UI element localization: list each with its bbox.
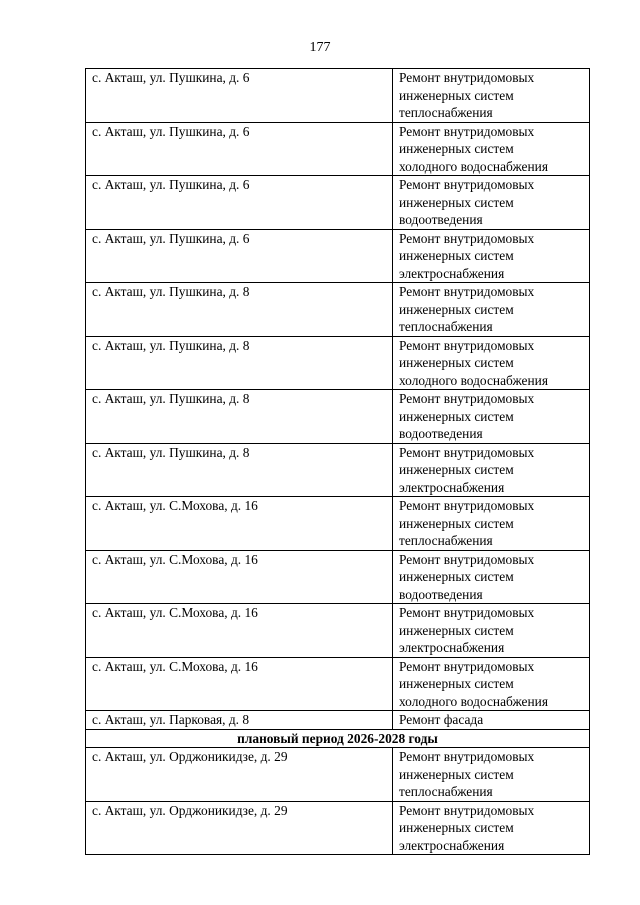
work-type-line: инженерных систем xyxy=(399,87,514,103)
work-type-line: Ремонт внутридомовых xyxy=(399,658,535,674)
work-type-line: инженерных систем xyxy=(399,622,514,638)
table-row xyxy=(86,229,590,283)
work-type-line: инженерных систем xyxy=(399,301,514,317)
work-type-line: электроснабжения xyxy=(399,479,505,495)
work-type-line: электроснабжения xyxy=(399,640,505,655)
work-type-line: инженерных систем xyxy=(399,515,514,531)
work-type-cell xyxy=(393,443,590,497)
table-row xyxy=(86,390,590,444)
work-type-line: Ремонт фасада xyxy=(399,712,484,727)
work-type-line: Ремонт внутридомовых xyxy=(399,444,535,460)
table-row xyxy=(86,176,590,230)
table-row xyxy=(86,550,590,604)
table-row xyxy=(86,69,590,123)
address-cell: с. Акташ, ул. С.Мохова, д. 16 xyxy=(86,497,393,551)
work-type-line: инженерных систем xyxy=(399,355,514,370)
work-type-line: инженерных систем xyxy=(399,141,514,156)
work-type-line: Ремонт внутридомовых xyxy=(399,284,535,299)
work-type-line: инженерных систем xyxy=(399,766,514,782)
table-row xyxy=(86,604,590,658)
address-cell: с. Акташ, ул. Пушкина, д. 6 xyxy=(86,229,393,283)
work-type-cell xyxy=(393,748,590,802)
table-row xyxy=(86,657,590,711)
table-row xyxy=(86,443,590,497)
work-type-cell xyxy=(393,336,590,390)
table-row xyxy=(86,748,590,802)
work-type-line: электроснабжения xyxy=(399,837,505,853)
work-type-line: теплоснабжения xyxy=(399,533,493,548)
work-type-line: инженерных систем xyxy=(399,820,514,835)
work-type-line: Ремонт внутридомовых xyxy=(399,391,535,406)
work-type-line: электроснабжения xyxy=(399,265,505,281)
work-type-line: теплоснабжения xyxy=(399,784,493,799)
work-type-cell xyxy=(393,283,590,337)
period-heading-row xyxy=(86,729,590,748)
work-type-line: инженерных систем xyxy=(399,569,514,584)
work-type-line: теплоснабжения xyxy=(399,105,493,120)
table-row xyxy=(86,801,590,855)
table-row xyxy=(86,711,590,730)
address-cell: с. Акташ, ул. Пушкина, д. 6 xyxy=(86,176,393,230)
work-type-line: холодного водоснабжения xyxy=(399,693,548,709)
work-type-line: водоотведения xyxy=(399,212,483,227)
work-type-line: Ремонт внутридомовых xyxy=(399,802,535,818)
work-type-line: инженерных систем xyxy=(399,676,514,691)
work-type-cell xyxy=(393,711,590,730)
work-type-line: Ремонт внутридомовых xyxy=(399,230,535,246)
address-cell: с. Акташ, ул. Орджоникидзе, д. 29 xyxy=(86,801,393,855)
work-type-cell xyxy=(393,497,590,551)
period-heading: плановый период 2026-2028 годы xyxy=(86,729,590,748)
work-type-line: Ремонт внутридомовых xyxy=(399,551,535,567)
work-type-cell xyxy=(393,176,590,230)
work-type-cell xyxy=(393,604,590,658)
work-type-line: холодного водоснабжения xyxy=(399,158,548,174)
work-type-line: Ремонт внутридомовых xyxy=(399,123,535,139)
work-type-line: водоотведения xyxy=(399,426,483,441)
work-type-line: теплоснабжения xyxy=(399,319,493,334)
work-type-line: Ремонт внутридомовых xyxy=(399,498,535,513)
address-cell: с. Акташ, ул. Орджоникидзе, д. 29 xyxy=(86,748,393,802)
work-type-cell xyxy=(393,229,590,283)
work-type-line: инженерных систем xyxy=(399,248,514,263)
work-type-line: холодного водоснабжения xyxy=(399,372,548,388)
work-type-cell xyxy=(393,550,590,604)
work-type-cell xyxy=(393,657,590,711)
work-type-line: Ремонт внутридомовых xyxy=(399,337,535,353)
work-type-cell xyxy=(393,390,590,444)
address-cell: с. Акташ, ул. Пушкина, д. 8 xyxy=(86,443,393,497)
address-cell: с. Акташ, ул. Пушкина, д. 6 xyxy=(86,122,393,176)
work-type-line: инженерных систем xyxy=(399,194,514,210)
address-cell: с. Акташ, ул. Пушкина, д. 8 xyxy=(86,283,393,337)
address-cell: с. Акташ, ул. Пушкина, д. 6 xyxy=(86,69,393,123)
table-row xyxy=(86,122,590,176)
table-row xyxy=(86,497,590,551)
work-type-line: Ремонт внутридомовых xyxy=(399,70,535,85)
works-table xyxy=(85,68,590,855)
work-type-cell xyxy=(393,801,590,855)
address-cell: с. Акташ, ул. С.Мохова, д. 16 xyxy=(86,604,393,658)
table-row xyxy=(86,283,590,337)
work-type-line: Ремонт внутридомовых xyxy=(399,605,535,620)
work-type-line: инженерных систем xyxy=(399,462,514,477)
address-cell: с. Акташ, ул. С.Мохова, д. 16 xyxy=(86,657,393,711)
works-table-body xyxy=(86,69,590,855)
page-number: 177 xyxy=(309,40,331,55)
table-row xyxy=(86,336,590,390)
work-type-line: Ремонт внутридомовых xyxy=(399,749,535,764)
work-type-cell xyxy=(393,69,590,123)
work-type-line: инженерных систем xyxy=(399,408,514,424)
work-type-cell xyxy=(393,122,590,176)
address-cell: с. Акташ, ул. Пушкина, д. 8 xyxy=(86,390,393,444)
address-cell: с. Акташ, ул. Парковая, д. 8 xyxy=(86,711,393,730)
address-cell: с. Акташ, ул. Пушкина, д. 8 xyxy=(86,336,393,390)
work-type-line: водоотведения xyxy=(399,586,483,602)
work-type-line: Ремонт внутридомовых xyxy=(399,177,535,192)
address-cell: с. Акташ, ул. С.Мохова, д. 16 xyxy=(86,550,393,604)
